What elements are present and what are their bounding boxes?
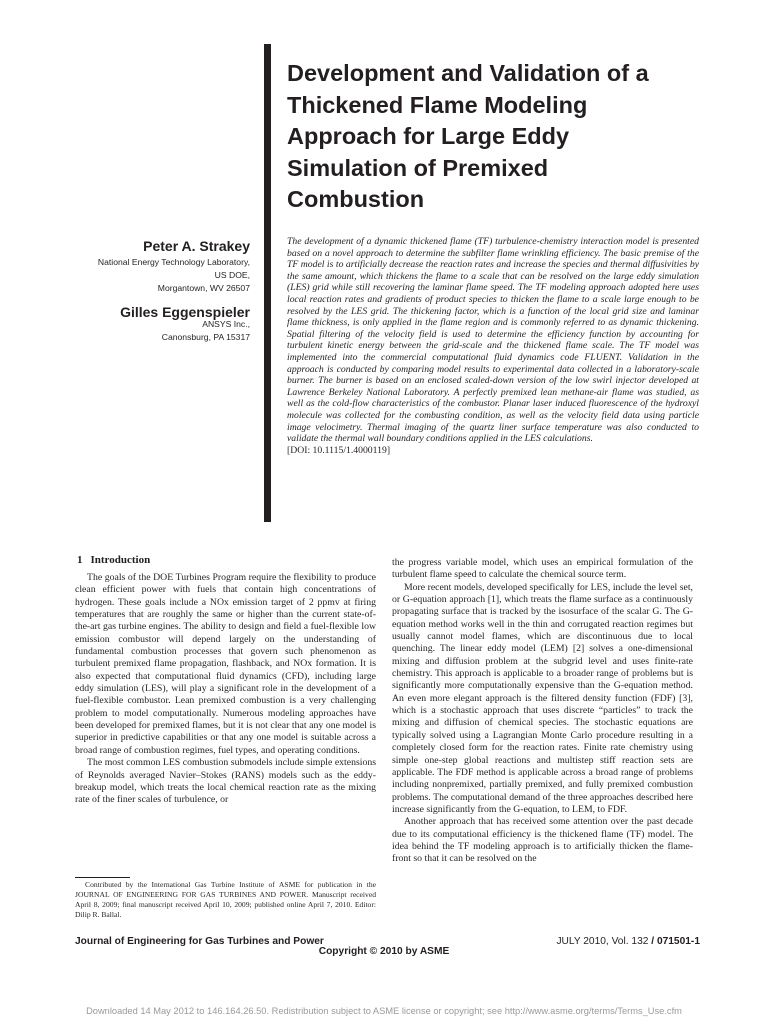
left-column	[75, 572, 376, 807]
right-column	[392, 557, 693, 866]
title-line: Combustion	[287, 186, 425, 212]
title-line: Development and Validation of a	[287, 60, 649, 86]
doi-link[interactable]: [DOI: 10.1115/1.4000119]	[287, 444, 391, 456]
section-number: 1	[77, 554, 83, 566]
footnote-text: Contributed by the International Gas Turbine Institute of ASME for publication in the JOURNAL OF ENGINEERING FOR GAS TURBINES AND POWER. Manuscript received April 8, 2009; final manuscript received April 10, 2009; published online April 7, 2010. Editor: Dilip R. Ballal.	[75, 880, 376, 919]
author-affiliation	[162, 318, 250, 344]
paragraph: The goals of the DOE Turbines Program require the flexibility to produce clean efficient power with fuels that contain high concentrations of hydrogen. These goals include a NOx emission target of 2 ppmv at firing temperatures that are roughly the same or higher than the current state-of-the-art gas turbine engines. The ability to design and field a fuel-flexible low emission combustor will depend largely on the understanding of fundamental combustion processes that govern such phenomenon as turbulent premixed flame propagation, flashback, and NOx formation. It is also expected that computational fluid dynamics (CFD), including large eddy simulation (LES), will play a significant role in the development of a fuel-flexible combustor. Lean premixed combustion is a very challenging problem to model computationally. Numerous modeling approaches have been developed for premixed flames, but it is not clear that any one model is superior in predictive capabilities or that any one model is suitable across a broad range of combustion regimes, fuel types, and operating conditions.	[75, 572, 376, 756]
download-notice: Downloaded 14 May 2012 to 146.164.26.50. Redistribution subject to ASME license or copyright; see http://www.asme.org/terms/Terms_Use.cfm	[86, 1006, 682, 1016]
section-heading	[77, 554, 150, 566]
affiliation-line: US DOE,	[214, 270, 250, 280]
abstract-text: The development of a dynamic thickened flame (TF) turbulence-chemistry interaction model is presented based on a novel approach to determine the subfilter flame wrinkling efficiency. The basic premise of the TF model is to artificially decrease the reaction rates and increase the species and thermal diffusivities by the same amount, which thickens the flame to a scale that can be resolved on the large eddy simulation (LES) grid while still recovering the laminar flame speed. The TF modeling approach adopted here uses local reaction rates and gradients of product species to thicken the flame to a scale large enough to be resolved by the LES grid. The thickening factor, which is a function of the local grid size and laminar flame thickness, is only applied in the flame region and is commonly referred to as dynamic thickening. Spatial filtering of the velocity field is used to determine the efficiency function by accounting for turbulent kinetic energy between the grid-scale and the thickened flame scale. The TF model was implemented into the commercial computational fluid dynamics code FLUENT. Validation in the approach is conducted by comparing model results to experimental data collected in a laboratory-scale burner. The burner is based on an enclosed scaled-down version of the low swirl injector developed at Lawrence Berkeley National Laboratory. A perfectly premixed lean methane-air flame was studied, as well as the cold-flow characteristics of the combustor. Planar laser induced fluorescence of the hydroxyl molecule was collected for the combusting condition, as well as the velocity field data using particle image velocimetry. Thermal imaging of the quartz liner surface temperature was also conducted to validate the thermal wall boundary conditions applied in the LES calculations.	[287, 236, 699, 445]
author-name: Peter A. Strakey	[143, 238, 250, 254]
title-line: Approach for Large Eddy	[287, 123, 570, 149]
section-title: Introduction	[90, 554, 151, 566]
title-line: Thickened Flame Modeling	[287, 91, 588, 118]
paragraph: The most common LES combustion submodels include simple extensions of Reynolds averaged Navier–Stokes (RANS) models such as the eddy-breakup model, which treats the local chemical reaction rate as the mixing rate of the finer scales of turbulence, or	[75, 757, 376, 806]
paragraph: the progress variable model, which uses an empirical formulation of the turbulent flame speed to calculate the chemical source term.	[392, 557, 693, 581]
journal-name: Journal of Engineering for Gas Turbines and Power	[75, 936, 324, 947]
issue-separator: /	[651, 936, 655, 947]
issue-date: JULY 2010, Vol. 132	[556, 936, 649, 947]
article-number: 071501-1	[656, 936, 700, 947]
copyright-notice: Copyright © 2010 by ASME	[318, 946, 450, 957]
paragraph: More recent models, developed specifically for LES, include the level set, or G-equation approach [1], which treats the flame surface as a continuously propagating surface that is tracked by the isosurface of the scalar G. The G-equation method works well in the thin and corrugated reaction regimes but usually cannot model flames, which are discontinuous due to local quenching. The linear eddy model (LEM) [2] solves a one-dimensional mixing and diffusion problem at the subgrid level and uses finite-rate chemistry. This approach is applicable to a broader range of problems but is significantly more computationally expensive than the G-equation method. An even more elegant approach is the filtered density function (FDF) [3], which is a stochastic approach that uses discrete “particles” to track the mixing and diffusion of chemical species. The stochastic equations are typically solved using a Lagrangian Monte Carlo procedure resulting in a completely closed form for the reaction rates. Finite rate chemistry using simple one-step global reactions and multistep stiff reaction sets are applicable. The FDF method is applicable across a broad range of problems including nonpremixed, partially premixed, and fully premixed combustion problems. The computational demand of the three approaches described here increase significantly from the G-equation, to LEM, to FDF.	[392, 581, 693, 815]
title-line: Simulation of Premixed	[287, 154, 549, 181]
affiliation-line: National Energy Technology Laboratory,	[97, 257, 250, 267]
affiliation-line: Morgantown, WV 26507	[157, 283, 250, 293]
affiliation-line: ANSYS Inc.,	[202, 319, 250, 329]
title-accent-bar	[264, 44, 271, 522]
footnote-divider	[75, 877, 130, 878]
abstract	[287, 236, 699, 456]
paper-title	[287, 58, 707, 216]
affiliation-line: Canonsburg, PA 15317	[161, 332, 250, 342]
paragraph: Another approach that has received some attention over the past decade due to its computational efficiency is the thickened flame (TF) model. The idea behind the TF modeling approach is to artificially thicken the flame-front so that it can be resolved on the	[392, 816, 693, 865]
footnote	[75, 880, 376, 920]
author-affiliation	[98, 256, 250, 295]
author-name: Gilles Eggenspieler	[120, 304, 250, 320]
